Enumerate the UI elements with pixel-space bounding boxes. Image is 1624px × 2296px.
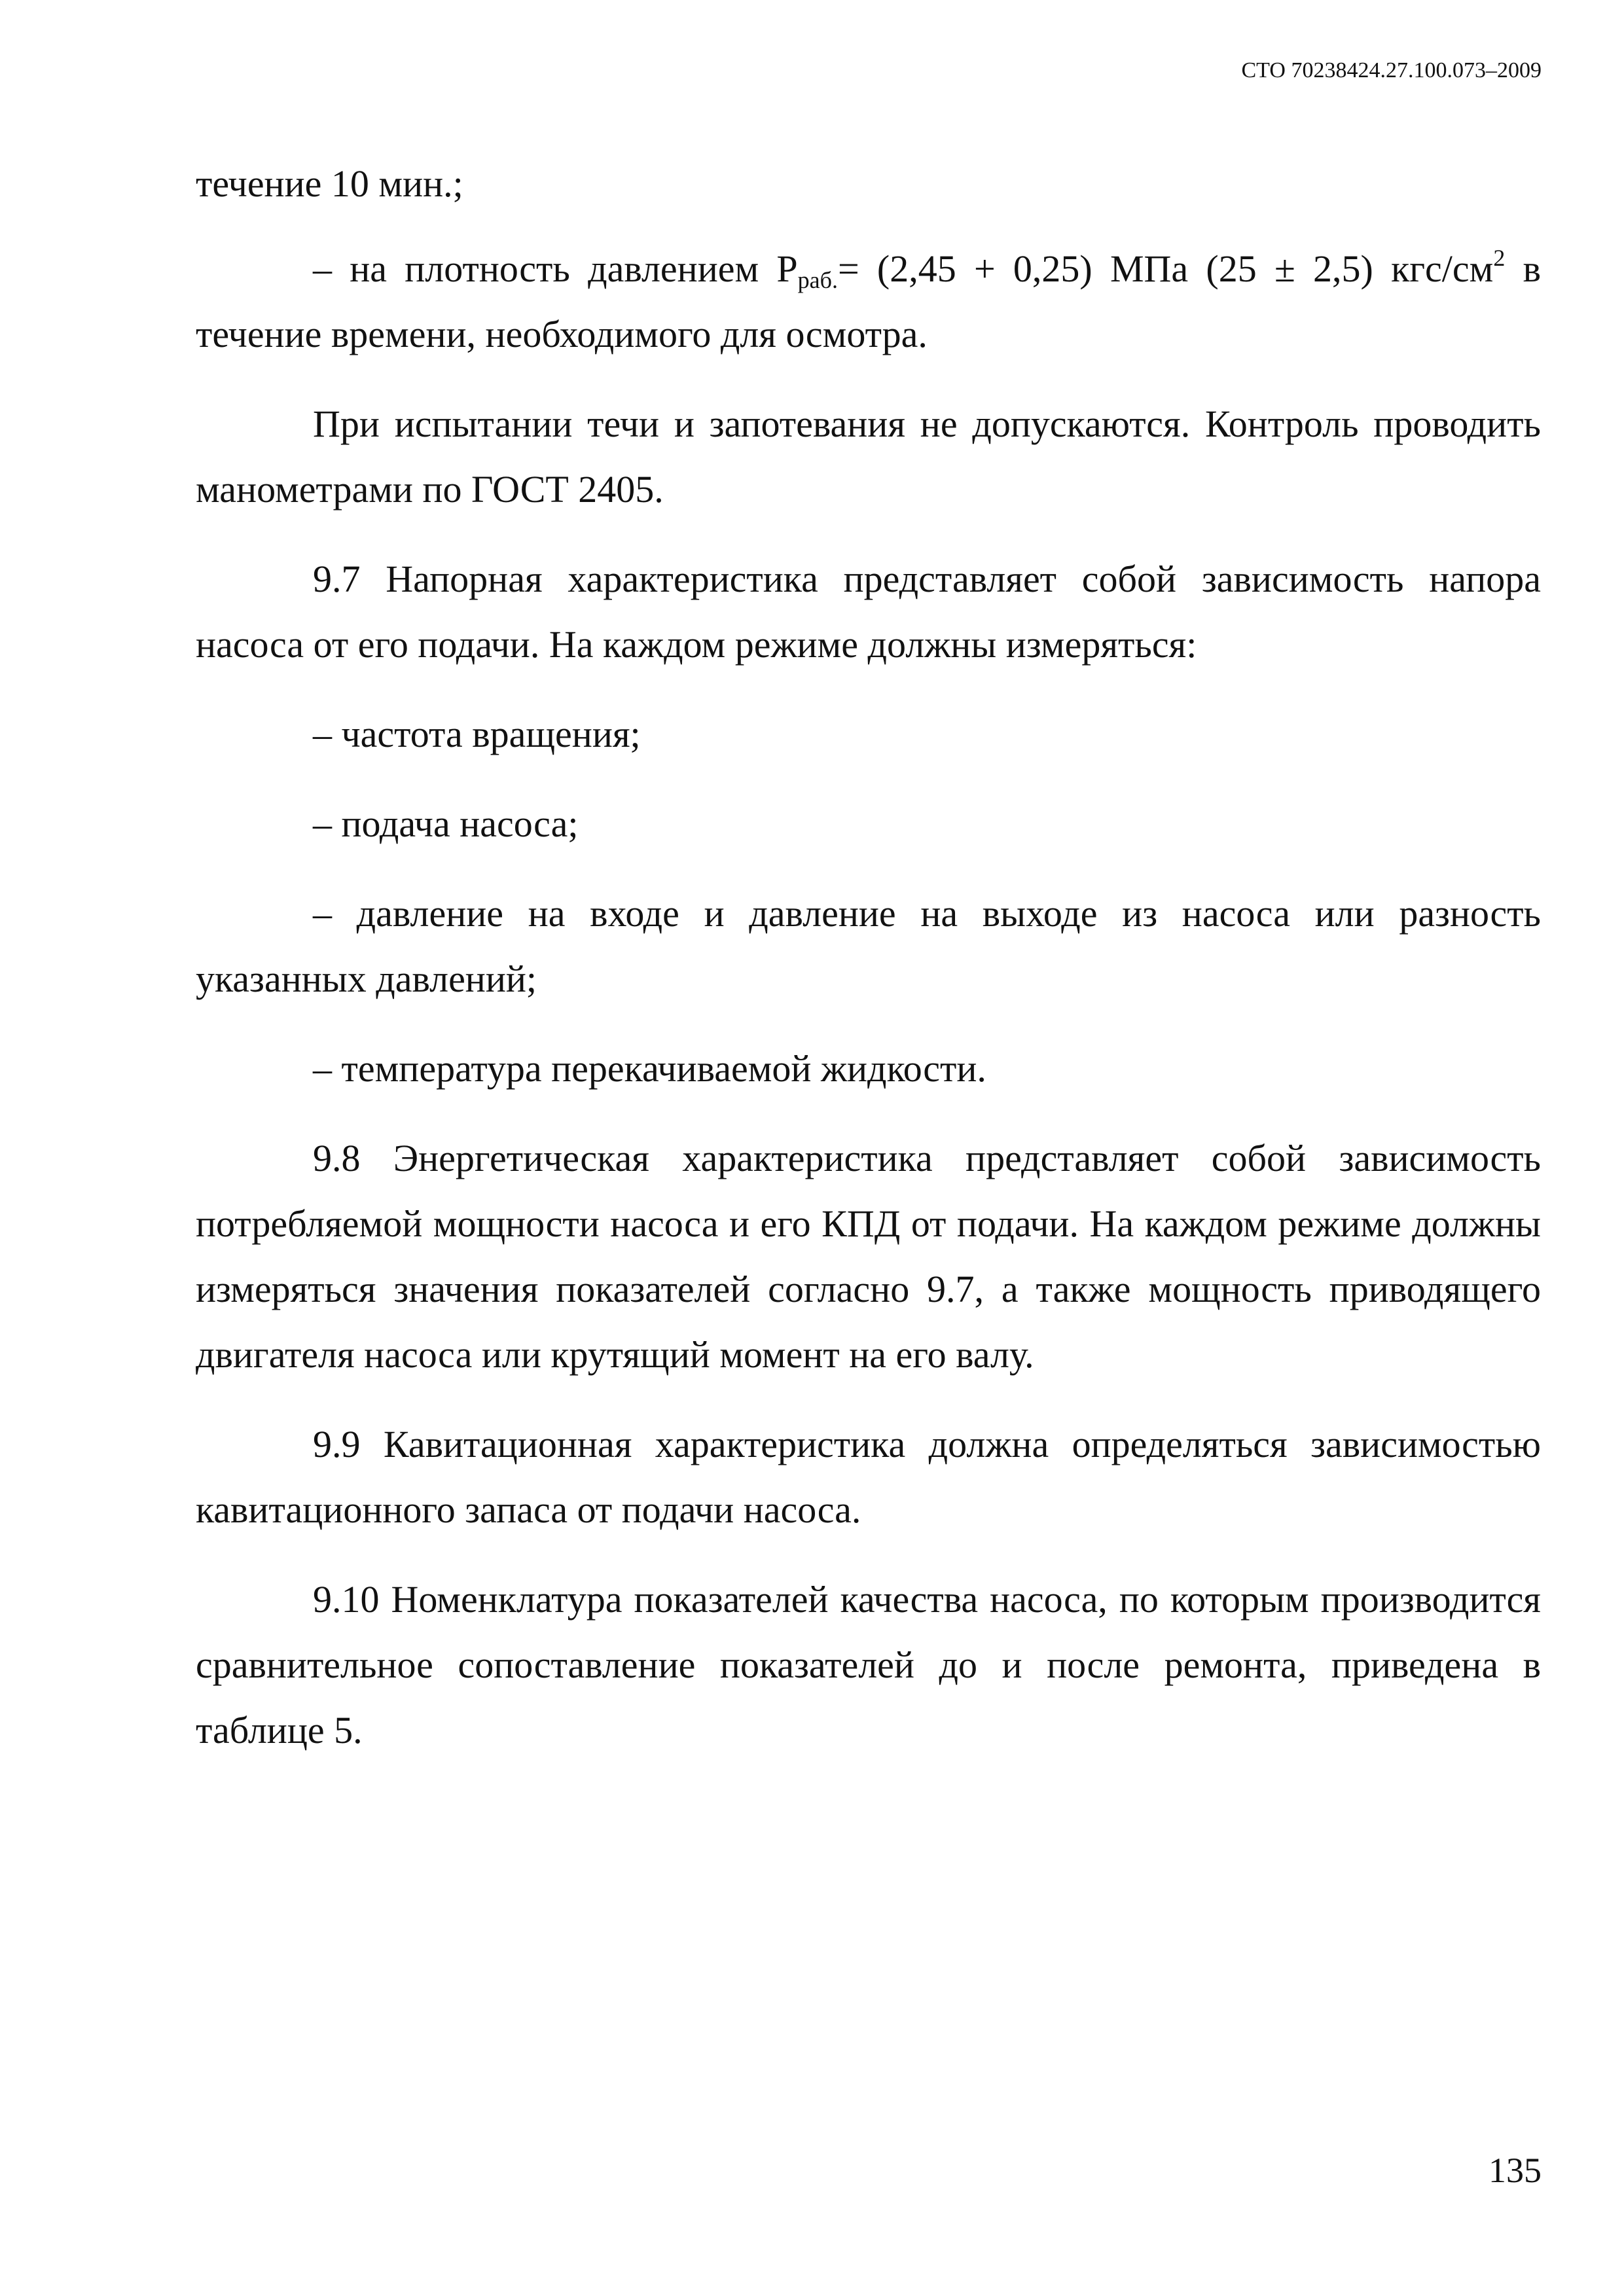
list-item-temperature: – температура перекачиваемой жидкости. <box>313 1047 986 1090</box>
paragraph-density-test <box>196 236 1541 367</box>
paragraph-9-8: 9.8 Энергетическая характеристика представляет собой зависимость потребляемой мощности насоса и его КПД от подачи. На каждом режиме должны измеряться значения показателей согласно 9.7, а также мощность приводящего двигателя насоса или крутящий момент на его валу. <box>196 1137 1541 1376</box>
paragraph-9-10: 9.10 Номенклатура показателей качества насоса, по которым производится сравнительное сопоставление показателей до и после ремонта, приведена в таблице 5. <box>196 1578 1541 1751</box>
list-item-pump-flow: – подача насоса; <box>313 802 579 845</box>
unit-superscript: 2 <box>1493 245 1506 271</box>
body-text <box>196 151 1541 1763</box>
paragraph-9-7: 9.7 Напорная характеристика представляет собой зависимость напора насоса от его подачи. На каждом режиме должны измеряться: <box>196 558 1541 666</box>
paragraph-9-9: 9.9 Кавитационная характеристика должна определяться зависимостью кавитационного запаса от подачи насоса. <box>196 1423 1541 1531</box>
pressure-subscript: раб. <box>797 267 838 293</box>
document-code: СТО 70238424.27.100.073–2009 <box>1241 58 1542 82</box>
list-item-rotation-frequency: – частота вращения; <box>313 713 641 755</box>
paragraph-continuation: течение 10 мин.; <box>196 162 463 205</box>
page-number: 135 <box>1489 2151 1542 2190</box>
paragraph-leak-control: При испытании течи и запотевания не допускаются. Контроль проводить манометрами по ГОСТ 2405. <box>196 403 1541 511</box>
density-test-text-2: = (2,45 + 0,25) МПа (25 ± 2,5) кгс/см <box>837 247 1494 290</box>
list-item-pressures: – давление на входе и давление на выходе из насоса или разность указанных давлений; <box>196 892 1541 1000</box>
density-test-text-1: – на плотность давлением Р <box>313 247 798 290</box>
density-test-text-3: в течение времени, необходимого для осмотра. <box>196 247 1541 355</box>
